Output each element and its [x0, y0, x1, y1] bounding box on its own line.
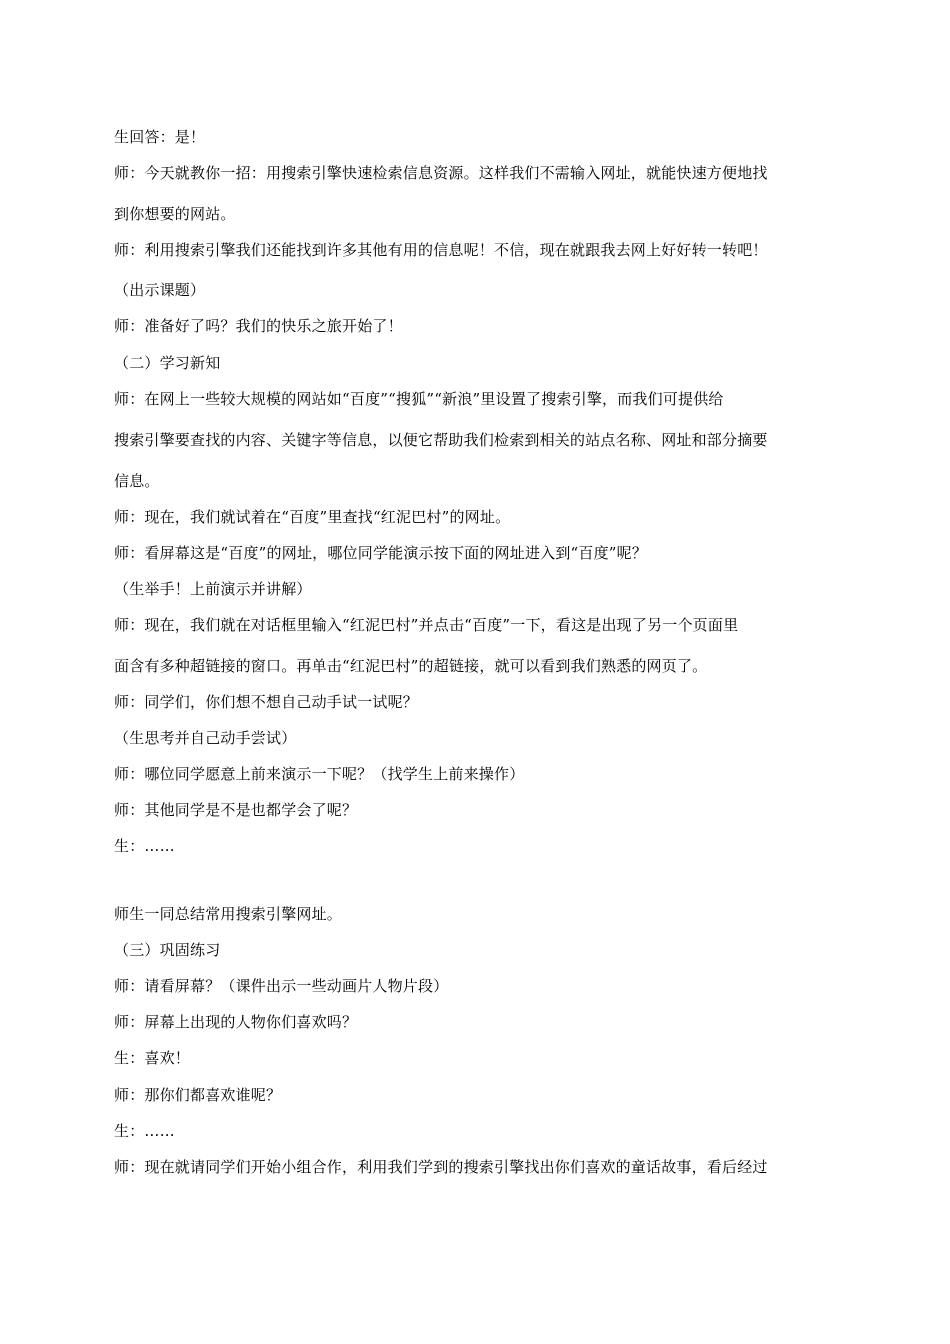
text-line: 师：现在就请同学们开始小组合作，利用我们学到的搜索引擎找出你们喜欢的童话故事，看后经过: [114, 1158, 768, 1176]
text-line: 到你想要的网站。: [114, 205, 236, 223]
text-line: 师：其他同学是不是也都学会了呢？: [114, 801, 358, 819]
text-line: （生举手！上前演示并讲解）: [114, 580, 312, 598]
text-line: 信息。: [114, 472, 160, 490]
text-line: 师：请看屏幕？（课件出示一些动画片人物片段）: [114, 977, 449, 995]
text-line: （生思考并自己动手尝试）: [114, 729, 297, 747]
text-line: 师：利用搜索引擎我们还能找到许多其他有用的信息呢！不信，现在就跟我去网上好好转一转吧！: [114, 241, 768, 259]
text-line: 师生一同总结常用搜索引擎网址。: [114, 905, 343, 923]
text-line: 生：喜欢！: [114, 1049, 191, 1067]
text-line: 搜索引擎要查找的内容、关键字等信息，以便它帮助我们检索到相关的站点名称、网址和部分摘要: [114, 431, 768, 449]
text-line: 生：……: [114, 1122, 175, 1140]
text-line: （出示课题）: [114, 281, 206, 299]
text-line: 师：在网上一些较大规模的网站如“百度”“搜狐”“新浪”里设置了搜索引擎，而我们可提供给: [114, 390, 724, 408]
text-line: 师：看屏幕这是“百度”的网址，哪位同学能演示按下面的网址进入到“百度”呢？: [114, 544, 648, 562]
text-line: 师：哪位同学愿意上前来演示一下呢？（找学生上前来操作）: [114, 765, 525, 783]
text-line: 师：那你们都喜欢谁呢？: [114, 1086, 282, 1104]
text-line: 师：现在，我们就在对话框里输入“红泥巴村”并点击“百度”一下，看这是出现了另一个页面里: [114, 616, 739, 634]
text-line: 师：准备好了吗？我们的快乐之旅开始了！: [114, 317, 403, 335]
text-line: 师：同学们，你们想不想自己动手试一试呢？: [114, 693, 419, 711]
section-heading: （三）巩固练习: [114, 941, 221, 959]
text-line: 师：屏幕上出现的人物你们喜欢吗？: [114, 1013, 358, 1031]
section-heading: （二）学习新知: [114, 354, 221, 372]
text-line: 生：……: [114, 837, 175, 855]
text-line: 师：今天就教你一招：用搜索引擎快速检索信息资源。这样我们不需输入网址，就能快速方便地找: [114, 164, 768, 182]
text-line: 师：现在，我们就试着在“百度”里查找“红泥巴村”的网址。: [114, 508, 511, 526]
text-line: 生回答：是！: [114, 128, 206, 146]
text-line: 面含有多种超链接的窗口。再单击“红泥巴村”的超链接，就可以看到我们熟悉的网页了。: [114, 657, 708, 675]
